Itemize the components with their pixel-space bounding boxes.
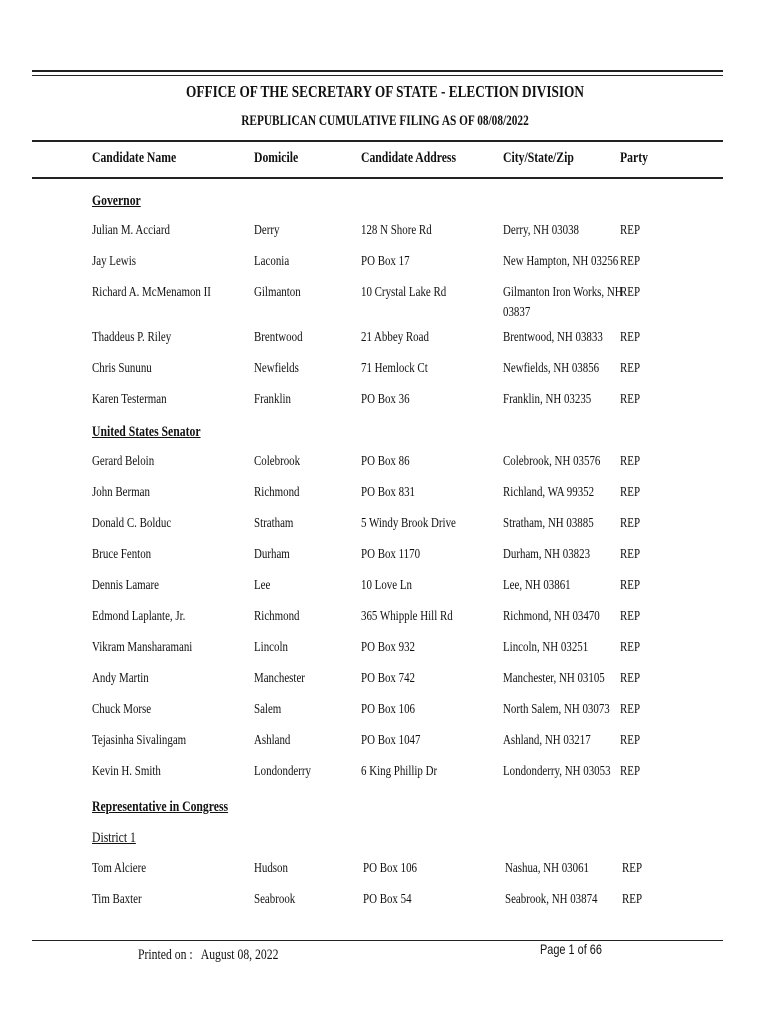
cell-city-state-zip: Richmond, NH 03470 bbox=[503, 609, 600, 624]
cell-city-state-zip: Durham, NH 03823 bbox=[503, 547, 591, 562]
footer-rule bbox=[32, 940, 723, 941]
column-header-candidate-name: Candidate Name bbox=[92, 150, 177, 166]
header-top-rule bbox=[32, 140, 723, 142]
cell-domicile: Ashland bbox=[254, 733, 291, 748]
cell-party: REP bbox=[620, 254, 641, 269]
cell-party: REP bbox=[620, 330, 641, 345]
cell-party: REP bbox=[620, 392, 641, 407]
cell-candidate-name: Chris Sununu bbox=[92, 361, 152, 376]
cell-city-state-zip: Lincoln, NH 03251 bbox=[503, 640, 589, 655]
cell-candidate-name: Tim Baxter bbox=[92, 892, 142, 907]
cell-address: PO Box 831 bbox=[361, 485, 416, 500]
cell-address: PO Box 1047 bbox=[361, 733, 421, 748]
cell-city-state-zip: Manchester, NH 03105 bbox=[503, 671, 605, 686]
cell-city-state-zip: Nashua, NH 03061 bbox=[505, 861, 590, 876]
cell-domicile: Richmond bbox=[254, 609, 300, 624]
cell-candidate-name: Andy Martin bbox=[92, 671, 149, 686]
cell-party: REP bbox=[620, 640, 641, 655]
cell-domicile: Durham bbox=[254, 547, 290, 562]
cell-address: 71 Hemlock Ct bbox=[361, 361, 428, 376]
cell-address: 5 Windy Brook Drive bbox=[361, 516, 456, 531]
cell-city-state-zip: Gilmanton Iron Works, NH bbox=[503, 285, 623, 300]
cell-candidate-name: Tejasinha Sivalingam bbox=[92, 733, 187, 748]
cell-city-state-zip-continued: 03837 bbox=[503, 305, 531, 320]
cell-domicile: Laconia bbox=[254, 254, 290, 269]
cell-domicile: Manchester bbox=[254, 671, 305, 686]
cell-domicile: Stratham bbox=[254, 516, 294, 531]
cell-candidate-name: Donald C. Bolduc bbox=[92, 516, 172, 531]
cell-candidate-name: Thaddeus P. Riley bbox=[92, 330, 172, 345]
cell-address: PO Box 106 bbox=[363, 861, 418, 876]
cell-domicile: Gilmanton bbox=[254, 285, 301, 300]
cell-domicile: Seabrook bbox=[254, 892, 296, 907]
cell-address: PO Box 742 bbox=[361, 671, 416, 686]
cell-party: REP bbox=[620, 516, 641, 531]
cell-candidate-name: Chuck Morse bbox=[92, 702, 152, 717]
section-heading: Representative in Congress bbox=[92, 799, 229, 815]
section-heading: United States Senator bbox=[92, 424, 201, 440]
cell-party: REP bbox=[620, 485, 641, 500]
column-header-candidate-address: Candidate Address bbox=[361, 150, 457, 166]
document-subtitle: REPUBLICAN CUMULATIVE FILING AS OF 08/08/2022 bbox=[241, 113, 529, 129]
cell-domicile: Richmond bbox=[254, 485, 300, 500]
cell-candidate-name: Gerard Beloin bbox=[92, 454, 155, 469]
cell-candidate-name: Vikram Mansharamani bbox=[92, 640, 193, 655]
cell-candidate-name: Bruce Fenton bbox=[92, 547, 152, 562]
cell-address: 365 Whipple Hill Rd bbox=[361, 609, 453, 624]
cell-candidate-name: Jay Lewis bbox=[92, 254, 136, 269]
cell-domicile: Derry bbox=[254, 223, 280, 238]
cell-domicile: Brentwood bbox=[254, 330, 303, 345]
cell-address: PO Box 36 bbox=[361, 392, 410, 407]
document-title: OFFICE OF THE SECRETARY OF STATE - ELECTION DIVISION bbox=[186, 82, 584, 101]
cell-domicile: Lee bbox=[254, 578, 271, 593]
cell-party: REP bbox=[620, 361, 641, 376]
cell-party: REP bbox=[620, 702, 641, 717]
cell-candidate-name: Julian M. Acciard bbox=[92, 223, 170, 238]
cell-candidate-name: Edmond Laplante, Jr. bbox=[92, 609, 186, 624]
cell-party: REP bbox=[620, 223, 641, 238]
cell-domicile: Hudson bbox=[254, 861, 288, 876]
cell-party: REP bbox=[620, 609, 641, 624]
cell-address: 128 N Shore Rd bbox=[361, 223, 432, 238]
cell-party: REP bbox=[620, 733, 641, 748]
cell-address: PO Box 1170 bbox=[361, 547, 421, 562]
cell-domicile: Salem bbox=[254, 702, 282, 717]
cell-city-state-zip: Lee, NH 03861 bbox=[503, 578, 571, 593]
cell-party: REP bbox=[620, 764, 641, 779]
cell-party: REP bbox=[620, 578, 641, 593]
cell-city-state-zip: New Hampton, NH 03256 bbox=[503, 254, 619, 269]
cell-domicile: Londonderry bbox=[254, 764, 312, 779]
cell-city-state-zip: Londonderry, NH 03053 bbox=[503, 764, 611, 779]
cell-domicile: Lincoln bbox=[254, 640, 288, 655]
cell-candidate-name: Richard A. McMenamon II bbox=[92, 285, 211, 300]
column-header-party: Party bbox=[620, 150, 648, 166]
page-number: Page 1 of 66 bbox=[540, 941, 602, 957]
cell-domicile: Franklin bbox=[254, 392, 292, 407]
printed-on-label: Printed on : bbox=[138, 947, 193, 963]
cell-party: REP bbox=[622, 892, 643, 907]
cell-candidate-name: Karen Testerman bbox=[92, 392, 167, 407]
cell-address: 6 King Phillip Dr bbox=[361, 764, 438, 779]
printed-on bbox=[138, 947, 278, 964]
column-header-city-state-zip: City/State/Zip bbox=[503, 150, 574, 166]
cell-city-state-zip: Brentwood, NH 03833 bbox=[503, 330, 603, 345]
cell-party: REP bbox=[620, 454, 641, 469]
cell-domicile: Newfields bbox=[254, 361, 299, 376]
cell-party: REP bbox=[620, 285, 641, 300]
cell-city-state-zip: Richland, WA 99352 bbox=[503, 485, 595, 500]
cell-address: 10 Love Ln bbox=[361, 578, 412, 593]
cell-city-state-zip: Colebrook, NH 03576 bbox=[503, 454, 601, 469]
cell-address: PO Box 106 bbox=[361, 702, 416, 717]
cell-address: PO Box 86 bbox=[361, 454, 410, 469]
cell-candidate-name: Dennis Lamare bbox=[92, 578, 160, 593]
cell-address: 10 Crystal Lake Rd bbox=[361, 285, 447, 300]
section-heading: Governor bbox=[92, 193, 141, 209]
cell-party: REP bbox=[620, 671, 641, 686]
cell-address: PO Box 932 bbox=[361, 640, 416, 655]
cell-city-state-zip: Franklin, NH 03235 bbox=[503, 392, 592, 407]
cell-address: PO Box 54 bbox=[363, 892, 412, 907]
header-bottom-rule bbox=[32, 177, 723, 179]
cell-address: PO Box 17 bbox=[361, 254, 410, 269]
column-header-domicile: Domicile bbox=[254, 150, 299, 166]
printed-on-date: August 08, 2022 bbox=[200, 947, 279, 963]
cell-candidate-name: John Berman bbox=[92, 485, 150, 500]
cell-city-state-zip: North Salem, NH 03073 bbox=[503, 702, 610, 717]
cell-city-state-zip: Newfields, NH 03856 bbox=[503, 361, 600, 376]
cell-city-state-zip: Ashland, NH 03217 bbox=[503, 733, 591, 748]
cell-domicile: Colebrook bbox=[254, 454, 301, 469]
section-subheading: District 1 bbox=[92, 830, 136, 846]
cell-address: 21 Abbey Road bbox=[361, 330, 429, 345]
cell-party: REP bbox=[620, 547, 641, 562]
cell-city-state-zip: Derry, NH 03038 bbox=[503, 223, 580, 238]
cell-candidate-name: Kevin H. Smith bbox=[92, 764, 161, 779]
cell-city-state-zip: Seabrook, NH 03874 bbox=[505, 892, 598, 907]
cell-city-state-zip: Stratham, NH 03885 bbox=[503, 516, 594, 531]
top-rule-thin bbox=[32, 75, 723, 76]
top-rule bbox=[32, 70, 723, 72]
cell-party: REP bbox=[622, 861, 643, 876]
cell-candidate-name: Tom Alciere bbox=[92, 861, 147, 876]
